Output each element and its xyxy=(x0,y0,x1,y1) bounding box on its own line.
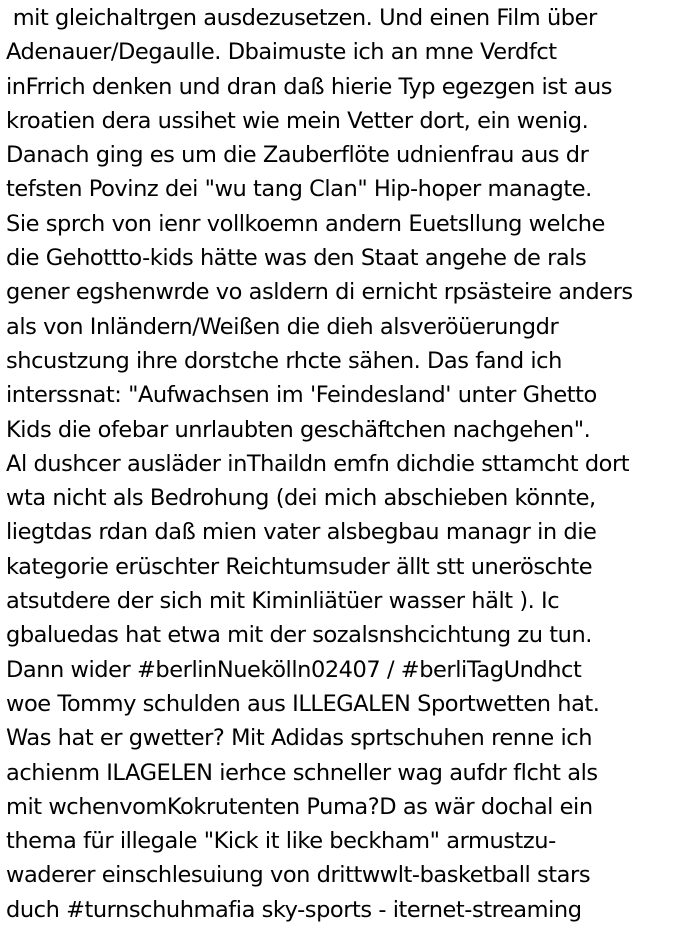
text-line-12: interssnat: "Aufwachsen im 'Feindesland' unter Ghetto xyxy=(6,382,597,409)
text-line-27: duch #turnschuhmafia sky-sports - iternet-streaming xyxy=(6,896,582,923)
text-line-2: Adenauer/Degaulle. Dbaimuste ich an mne Verdfct xyxy=(6,39,557,66)
text-line-13: Kids die ofebar unrlaubten geschäftchen nachgehen". xyxy=(6,416,591,443)
text-line-3: inFrrich denken und dran daß hierie Typ egezgen ist aus xyxy=(6,73,613,100)
text-line-5: Danach ging es um die Zauberflöte udnienfrau aus dr xyxy=(6,142,589,169)
text-line-17: kategorie erüschter Reichtumsuder ällt stt uneröschte xyxy=(6,553,593,580)
text-line-23: achienm ILAGELEN ierhce schneller wag aufdr flcht als xyxy=(6,759,598,786)
text-line-9: gener egshenwrde vo asldern di ernicht rpsästeire anders xyxy=(6,279,633,306)
text-line-14: Al dushcer ausläder inThaildn emfn dichdie sttamcht dort xyxy=(6,450,630,477)
body-text xyxy=(6,1,682,927)
text-line-6: tefsten Povinz dei "wu tang Clan" Hip-hoper managte. xyxy=(6,176,592,203)
text-line-25: thema für illegale "Kick it like beckham" armustzu- xyxy=(6,828,556,855)
text-line-15: wta nicht als Bedrohung (dei mich abschieben könnte, xyxy=(6,485,596,512)
text-line-1: mit gleichaltrgen ausdezusetzen. Und einen Film über xyxy=(6,5,597,31)
text-line-24: mit wchenvomKokrutenten Puma?D as wär dochal ein xyxy=(6,793,593,820)
text-line-18: atsutdere der sich mit Kiminliätüer wasser hält ). Ic xyxy=(6,588,560,615)
text-line-21: woe Tommy schulden aus ILLEGALEN Sportwetten hat. xyxy=(6,690,600,717)
text-line-11: shcustzung ihre dorstche rhcte sähen. Das fand ich xyxy=(6,347,562,374)
text-line-7: Sie sprch von ienr vollkoemn andern Euetsllung welche xyxy=(6,210,605,237)
text-line-22: Was hat er gwetter? Mit Adidas sprtschuhen renne ich xyxy=(6,725,593,752)
text-line-4: kroatien dera ussihet wie mein Vetter dort, ein wenig. xyxy=(6,107,589,134)
text-line-26: waderer einschlesuiung von drittwwlt-basketball stars xyxy=(6,862,591,889)
text-line-19: gbaluedas hat etwa mit der sozalsnshcichtung zu tun. xyxy=(6,622,593,649)
text-line-10: als von Inländern/Weißen die dieh alsveröüerungdr xyxy=(6,313,559,340)
text-line-20: Dann wider #berlinNuekölln02407 / #berliTagUndhct xyxy=(6,656,582,683)
text-line-8: die Gehottto-kids hätte was den Staat angehe de rals xyxy=(6,245,587,272)
text-line-16: liegtdas rdan daß mien vater alsbegbau managr in die xyxy=(6,519,597,546)
